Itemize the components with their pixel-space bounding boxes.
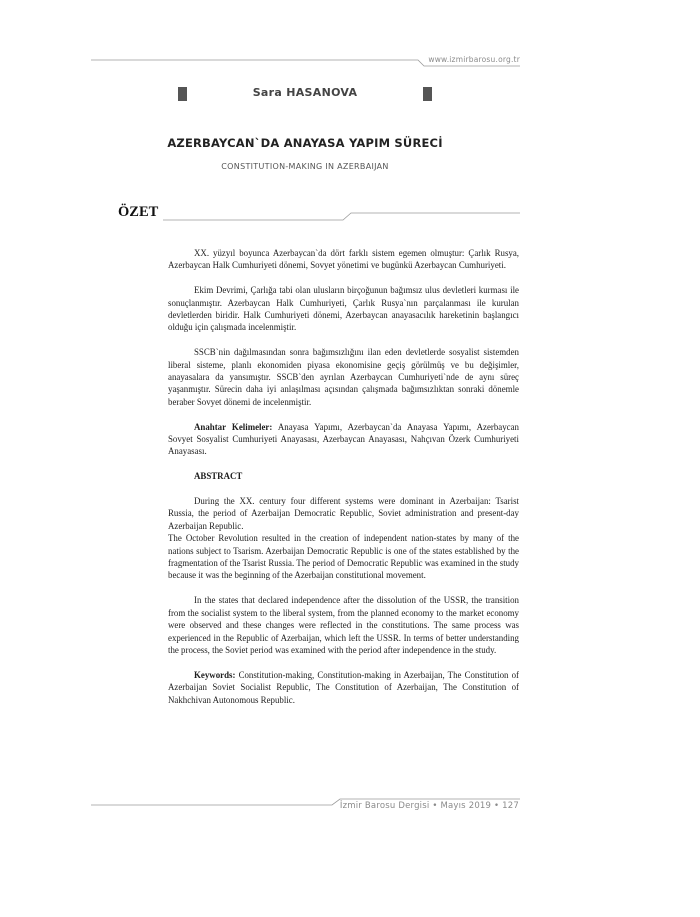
- article-title: AZERBAYCAN`DA ANAYASA YAPIM SÜRECİ: [167, 136, 443, 150]
- abstract-paragraph-1: During the XX. century four different systems were dominant in Azerbaijan: Tsarist Russia, the period of Azerbaijan Democratic Republic, Soviet administration and present-day Azerbaijan Republic.: [168, 496, 519, 531]
- article-subtitle: CONSTITUTION-MAKING IN AZERBAIJAN: [221, 162, 389, 171]
- abstract-paragraph-2: The October Revolution resulted in the creation of independent nation-states by many of the nations subject to Tsarism. Azerbaijan Democratic Republic is one of the states established by the fragmentation of the Tsarist Russia. The period of Democratic Republic was examined in the study because it was the beginning of the Azerbaijan constitutional movement.: [168, 533, 519, 581]
- ozet-paragraph-1: XX. yüzyıl boyunca Azerbaycan`da dört farklı sistem egemen olmuştur: Çarlık Rusya, Azerbaycan Halk Cumhuriyeti dönemi, Sovyet yönetimi ve bugünkü Azerbaycan Cumhuriyeti.: [168, 248, 519, 271]
- ozet-paragraph-2: Ekim Devrimi, Çarlığa tabi olan ulusların birçoğunun bağımsız ulus devletleri kurması ile sonuçlanmıştır. Azerbaycan Halk Cumhuriyeti, Çarlık Rusya`nın parçalanması ile kurulan devletlerden biridir. Halk Cumhuriyeti dönemi, Azerbaycan anayasacılık hareketinin başlangıcı olduğu için çalışmada incelenmiştir.: [168, 285, 519, 333]
- abstract-keywords-text: Constitution-making, Constitution-making in Azerbaijan, The Constitution of Azerbaijan Soviet Socialist Republic, The Constitution of Azerbaijan, The Constitution of Nakhchivan Autonomous Republic.: [168, 669, 519, 705]
- ozet-paragraph-3: SSCB`nin dağılmasından sonra bağımsızlığını ilan eden devletlerde sosyalist sistemden liberal sisteme, planlı ekonomiden piyasa ekonomisine geçiş görülmüş ve bu değişimler, anayasalara da yansımıştır. SSCB`den ayrılan Azerbaycan Cumhuriyeti`nde de aynı süreç yaşanmıştır. Sürecin daha iyi anlaşılması açısından çalışmada bağımsızlıktan sonraki dönemle beraber Sovyet dönemi de incelenmiştir.: [168, 347, 519, 407]
- abstract-paragraph-3: In the states that declared independence after the dissolution of the USSR, the transition from the socialist system to the liberal system, from the planned economy to the market economy were observed and these changes were reflected in the constitutions. The same process was experienced in the Republic of Azerbaijan, which left the USSR. In terms of better understanding the process, the Soviet period was examined with the period after independence in the study.: [168, 595, 519, 655]
- footer-journal-info: İzmir Barosu Dergisi • Mayıs 2019 • 127: [339, 801, 519, 811]
- ozet-keywords-label: Anahtar Kelimeler:: [194, 421, 273, 432]
- ozet-heading: ÖZET: [118, 204, 159, 220]
- abstract-heading: ABSTRACT: [194, 471, 243, 482]
- ozet-keywords-text: Anayasa Yapımı, Azerbaycan`da Anayasa Yapımı, Azerbaycan Sovyet Sosyalist Cumhuriyeti Anayasası, Azerbaycan Anayasası, Nahçıvan Özerk Cumhuriyeti Anayasası.: [168, 421, 519, 457]
- site-url: www.izmirbarosu.org.tr: [428, 55, 520, 64]
- author-name: Sara HASANOVA: [252, 86, 358, 99]
- abstract-keywords-label: Keywords:: [194, 669, 236, 680]
